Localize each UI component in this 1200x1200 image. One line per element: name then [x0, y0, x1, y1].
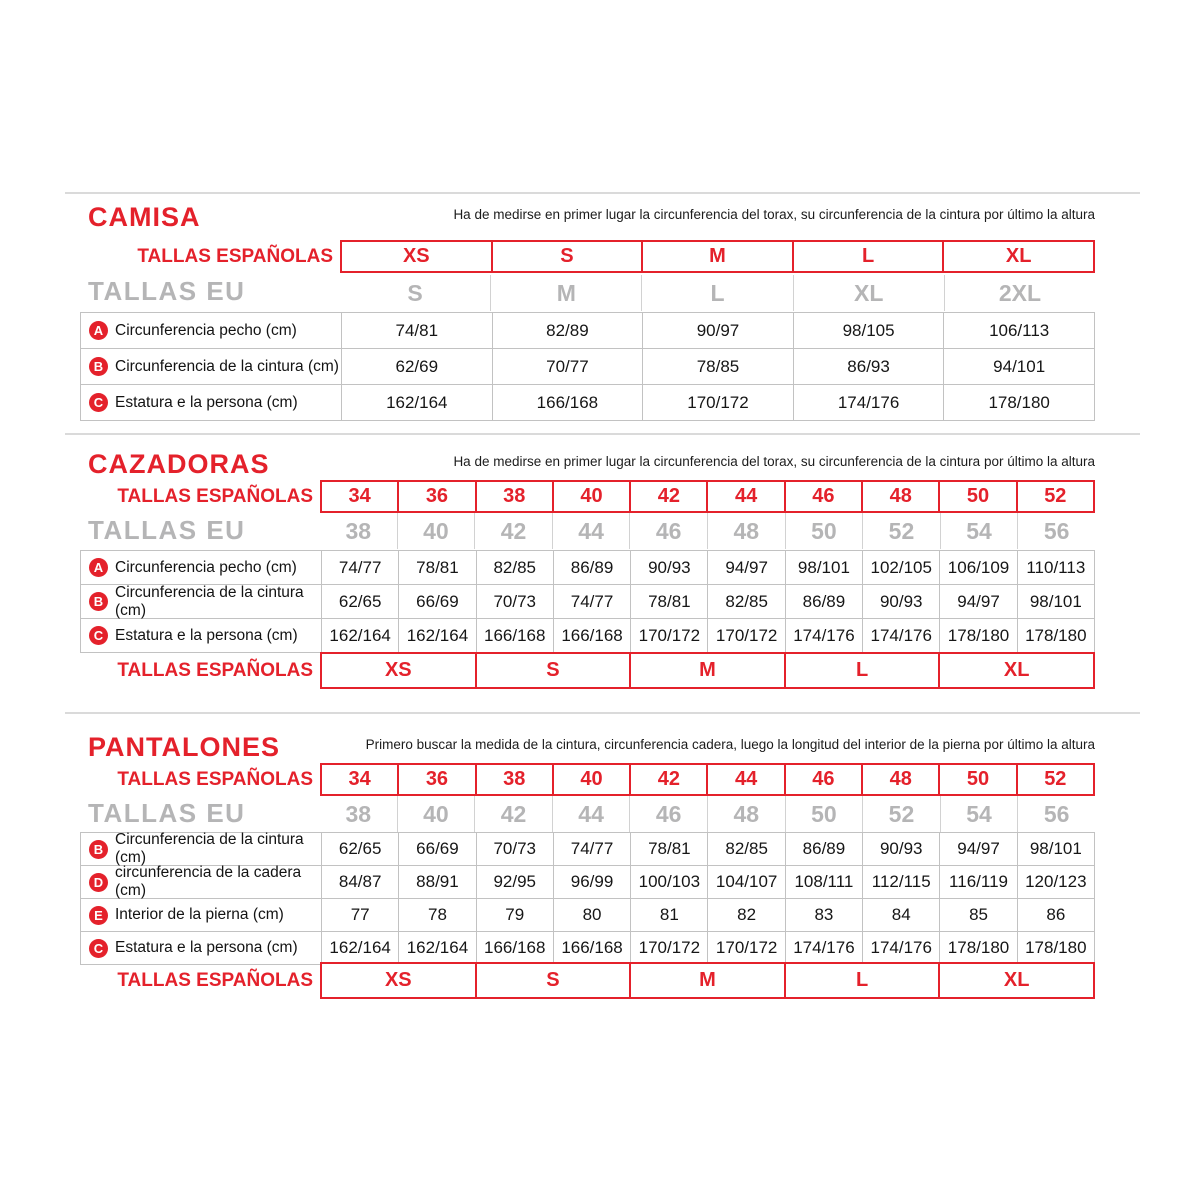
- measurement-cell: 98/101: [1017, 833, 1094, 865]
- grouped-size-cell: L: [784, 964, 939, 997]
- row-badge-icon: B: [89, 357, 108, 376]
- eu-size-cell: 50: [785, 796, 863, 832]
- measurement-cell: 66/69: [398, 833, 475, 865]
- measurement-cell: 79: [476, 899, 553, 931]
- grouped-size-cell: XL: [938, 654, 1093, 687]
- measurement-cell: 86: [1017, 899, 1094, 931]
- measurement-cell: 166/168: [553, 619, 630, 652]
- measurement-cell: 178/180: [939, 932, 1016, 964]
- row-badge-icon: A: [89, 558, 108, 577]
- measurement-cell: 78/81: [630, 585, 707, 618]
- measurement-cell: 162/164: [321, 619, 398, 652]
- tallas-espanolas-label-bottom: TALLAS ESPAÑOLAS: [117, 659, 313, 681]
- row-label: Interior de la pierna (cm): [115, 906, 284, 923]
- table-row: [81, 348, 1094, 384]
- measurement-cell: 86/89: [553, 551, 630, 584]
- grouped-size-cell: XS: [384, 659, 412, 681]
- grouped-size-cell: XL: [938, 964, 1093, 997]
- spanish-size-cell: M: [641, 242, 792, 271]
- row-label: Estatura e la persona (cm): [115, 393, 298, 411]
- table-row: [81, 931, 1094, 964]
- eu-size-cell: 50: [785, 513, 863, 549]
- measurement-cell: 80: [553, 899, 630, 931]
- table-row: [81, 584, 1094, 618]
- measurements-table: [80, 550, 1095, 653]
- eu-size-cell: 56: [1017, 796, 1095, 832]
- measurement-cell: 98/105: [793, 313, 944, 348]
- spanish-size-cell: 40: [552, 482, 629, 511]
- measurement-cell: 104/107: [707, 866, 784, 898]
- eu-size-cell: 54: [940, 513, 1018, 549]
- tallas-eu-label: TALLAS EU: [88, 798, 246, 828]
- tallas-espanolas-label: TALLAS ESPAÑOLAS: [137, 245, 333, 267]
- spanish-size-cell: 48: [861, 482, 938, 511]
- grouped-spanish-sizes-row: [320, 652, 1095, 689]
- spanish-size-cell: 46: [784, 482, 861, 511]
- table-row: [81, 833, 1094, 865]
- row-label-cell: [81, 866, 321, 898]
- row-label-cell: [81, 385, 341, 420]
- measure-instructions: Ha de medirse en primer lugar la circunferencia del torax, su circunferencia de la cintura por último la altura: [453, 454, 1095, 469]
- measurement-cell: 174/176: [793, 385, 944, 420]
- measurement-cell: 170/172: [630, 932, 707, 964]
- measurement-cell: 84: [862, 899, 939, 931]
- measurement-cell: 174/176: [862, 619, 939, 652]
- row-label-cell: [81, 349, 341, 384]
- spanish-size-cell: 50: [938, 765, 1015, 794]
- measurement-cell: 120/123: [1017, 866, 1094, 898]
- grouped-size-cell: S: [475, 654, 630, 687]
- grouped-size-cell: M: [629, 654, 784, 687]
- row-label: Circunferencia pecho (cm): [115, 321, 297, 339]
- section-title: CAZADORAS: [88, 449, 270, 479]
- row-label-cell: [81, 899, 321, 931]
- spanish-size-cell: L: [792, 242, 943, 271]
- measurement-cell: 85: [939, 899, 1016, 931]
- measurement-cell: 116/119: [939, 866, 1016, 898]
- eu-size-cell: 54: [940, 796, 1018, 832]
- measurement-cell: 178/180: [1017, 619, 1094, 652]
- measurements-table: [80, 832, 1095, 965]
- measurement-cell: 82: [707, 899, 784, 931]
- measurement-cell: 86/89: [785, 585, 862, 618]
- section-title: PANTALONES: [88, 732, 280, 762]
- measurements-table: [80, 312, 1095, 421]
- measurement-cell: 106/109: [939, 551, 1016, 584]
- table-row: [81, 551, 1094, 584]
- grouped-size-cell: S: [475, 964, 630, 997]
- eu-size-cell: 46: [629, 796, 707, 832]
- measurement-cell: 90/93: [862, 585, 939, 618]
- row-label-cell: [81, 833, 321, 865]
- section-header: [88, 202, 1095, 233]
- section-header: [88, 449, 1095, 480]
- measurement-cell: 78/85: [642, 349, 793, 384]
- measurement-cell: 162/164: [321, 932, 398, 964]
- eu-size-cell: 38: [345, 800, 372, 827]
- spanish-size-cell: XS: [402, 245, 430, 267]
- measurement-cell: 70/73: [476, 833, 553, 865]
- eu-size-cell: 46: [629, 513, 707, 549]
- eu-size-cell: 44: [552, 513, 630, 549]
- measurement-cell: 170/172: [642, 385, 793, 420]
- measurement-cell: 170/172: [707, 619, 784, 652]
- section-cazadoras: [65, 433, 1140, 712]
- row-badge-icon: C: [89, 393, 108, 412]
- row-label: Circunferencia pecho (cm): [115, 558, 297, 576]
- spanish-size-cell: 36: [397, 482, 474, 511]
- measurement-cell: 170/172: [707, 932, 784, 964]
- measurement-cell: 108/111: [785, 866, 862, 898]
- measurement-cell: 174/176: [785, 619, 862, 652]
- measurement-cell: 166/168: [476, 932, 553, 964]
- row-label-cell: [81, 932, 321, 964]
- eu-sizes-row: [320, 796, 1095, 832]
- measurement-cell: 88/91: [398, 866, 475, 898]
- measurement-cell: 82/85: [476, 551, 553, 584]
- row-badge-icon: B: [89, 592, 108, 611]
- measurement-cell: 82/89: [492, 313, 643, 348]
- measurement-cell: 98/101: [1017, 585, 1094, 618]
- measurement-cell: 70/77: [492, 349, 643, 384]
- eu-size-cell: 52: [862, 796, 940, 832]
- spanish-size-cell: 46: [784, 765, 861, 794]
- measure-instructions: Ha de medirse en primer lugar la circunferencia del torax, su circunferencia de la cintura por último la altura: [453, 207, 1095, 222]
- measurement-cell: 78/81: [630, 833, 707, 865]
- measurement-cell: 82/85: [707, 585, 784, 618]
- measurement-cell: 106/113: [943, 313, 1094, 348]
- measure-instructions: Primero buscar la medida de la cintura, circunferencia cadera, luego la longitud del interior de la pierna por último la altura: [365, 737, 1095, 752]
- eu-size-cell: 40: [397, 513, 475, 549]
- measurement-cell: 166/168: [553, 932, 630, 964]
- row-label-cell: [81, 619, 321, 652]
- measurement-cell: 86/89: [785, 833, 862, 865]
- spanish-size-cell: S: [491, 242, 642, 271]
- tallas-espanolas-label: TALLAS ESPAÑOLAS: [117, 485, 313, 507]
- section-title: CAMISA: [88, 202, 201, 232]
- section-header: [88, 732, 1095, 763]
- table-row: [81, 384, 1094, 420]
- measurement-cell: 162/164: [398, 932, 475, 964]
- grouped-size-cell: M: [629, 964, 784, 997]
- eu-size-cell: M: [490, 275, 641, 311]
- row-label: Estatura e la persona (cm): [115, 939, 298, 956]
- row-label: Estatura e la persona (cm): [115, 626, 298, 644]
- eu-size-cell: XL: [793, 275, 944, 311]
- measurement-cell: 166/168: [492, 385, 643, 420]
- measurement-cell: 96/99: [553, 866, 630, 898]
- measurement-cell: 98/101: [785, 551, 862, 584]
- row-badge-icon: E: [89, 906, 108, 925]
- measurement-cell: 62/65: [321, 585, 398, 618]
- eu-size-cell: 42: [474, 513, 552, 549]
- grouped-spanish-sizes-row: [320, 962, 1095, 999]
- eu-size-cell: 42: [474, 796, 552, 832]
- row-label-cell: [81, 551, 321, 584]
- measurement-cell: 78: [398, 899, 475, 931]
- grouped-size-cell: L: [784, 654, 939, 687]
- spanish-size-cell: 52: [1016, 482, 1093, 511]
- eu-size-cell: S: [407, 279, 423, 306]
- spanish-size-cell: 42: [629, 765, 706, 794]
- measurement-cell: 74/77: [553, 833, 630, 865]
- measurement-cell: 178/180: [939, 619, 1016, 652]
- measurement-cell: 90/93: [630, 551, 707, 584]
- spanish-size-cell: XL: [942, 242, 1093, 271]
- measurement-cell: 178/180: [943, 385, 1094, 420]
- eu-size-cell: 38: [345, 517, 372, 544]
- spanish-size-cell: 50: [938, 482, 1015, 511]
- eu-size-cell: 2XL: [944, 275, 1095, 311]
- measurement-cell: 94/97: [939, 585, 1016, 618]
- eu-sizes-row: [340, 275, 1095, 311]
- measurement-cell: 112/115: [862, 866, 939, 898]
- measurement-cell: 62/65: [321, 833, 398, 865]
- measurement-cell: 170/172: [630, 619, 707, 652]
- measurement-cell: 86/93: [793, 349, 944, 384]
- measurement-cell: 90/93: [862, 833, 939, 865]
- table-row: [81, 898, 1094, 931]
- spanish-size-cell: 36: [397, 765, 474, 794]
- spanish-size-cell: 44: [706, 765, 783, 794]
- table-row: [81, 865, 1094, 898]
- row-badge-icon: B: [89, 840, 108, 859]
- eu-size-cell: 48: [707, 796, 785, 832]
- measurement-cell: 94/97: [939, 833, 1016, 865]
- eu-size-cell: 44: [552, 796, 630, 832]
- measurement-cell: 166/168: [476, 619, 553, 652]
- table-row: [81, 618, 1094, 652]
- spanish-size-cell: 40: [552, 765, 629, 794]
- spanish-sizes-row: [320, 763, 1095, 796]
- measurement-cell: 81: [630, 899, 707, 931]
- row-label: Circunferencia de la cintura (cm): [115, 583, 304, 619]
- table-row: [81, 313, 1094, 348]
- spanish-size-cell: 38: [475, 482, 552, 511]
- measurement-cell: 92/95: [476, 866, 553, 898]
- row-label: circunferencia de la cadera (cm): [115, 864, 302, 899]
- row-badge-icon: D: [89, 873, 108, 892]
- measurement-cell: 82/85: [707, 833, 784, 865]
- measurement-cell: 94/101: [943, 349, 1094, 384]
- tallas-eu-label: TALLAS EU: [88, 276, 246, 306]
- spanish-sizes-row: [340, 240, 1095, 273]
- eu-size-cell: 48: [707, 513, 785, 549]
- tallas-espanolas-label: TALLAS ESPAÑOLAS: [117, 768, 313, 790]
- measurement-cell: 102/105: [862, 551, 939, 584]
- measurement-cell: 110/113: [1017, 551, 1094, 584]
- section-camisa: [65, 192, 1140, 433]
- measurement-cell: 78/81: [398, 551, 475, 584]
- measurement-cell: 178/180: [1017, 932, 1094, 964]
- measurement-cell: 70/73: [476, 585, 553, 618]
- measurement-cell: 84/87: [321, 866, 398, 898]
- eu-sizes-row: [320, 513, 1095, 549]
- eu-size-cell: 56: [1017, 513, 1095, 549]
- measurement-cell: 174/176: [785, 932, 862, 964]
- spanish-size-cell: 52: [1016, 765, 1093, 794]
- spanish-sizes-row: [320, 480, 1095, 513]
- row-badge-icon: C: [89, 626, 108, 645]
- row-badge-icon: A: [89, 321, 108, 340]
- measurement-cell: 74/81: [341, 313, 492, 348]
- spanish-size-cell: 42: [629, 482, 706, 511]
- row-label: Circunferencia de la cintura (cm): [115, 357, 339, 375]
- measurement-cell: 74/77: [553, 585, 630, 618]
- spanish-size-cell: 38: [475, 765, 552, 794]
- eu-size-cell: 40: [397, 796, 475, 832]
- spanish-size-cell: 34: [348, 768, 371, 790]
- spanish-size-cell: 48: [861, 765, 938, 794]
- measurement-cell: 66/69: [398, 585, 475, 618]
- section-pantalones: [65, 712, 1140, 1002]
- measurement-cell: 90/97: [642, 313, 793, 348]
- measurement-cell: 62/69: [341, 349, 492, 384]
- tallas-espanolas-label-bottom: TALLAS ESPAÑOLAS: [117, 969, 313, 991]
- measurement-cell: 162/164: [341, 385, 492, 420]
- row-label: Circunferencia de la cintura (cm): [115, 831, 304, 866]
- measurement-cell: 100/103: [630, 866, 707, 898]
- measurement-cell: 162/164: [398, 619, 475, 652]
- row-label-cell: [81, 313, 341, 348]
- measurement-cell: 174/176: [862, 932, 939, 964]
- measurement-cell: 94/97: [707, 551, 784, 584]
- row-label-cell: [81, 585, 321, 618]
- measurement-cell: 74/77: [321, 551, 398, 584]
- eu-size-cell: 52: [862, 513, 940, 549]
- eu-size-cell: L: [641, 275, 792, 311]
- spanish-size-cell: 44: [706, 482, 783, 511]
- measurement-cell: 83: [785, 899, 862, 931]
- grouped-size-cell: XS: [384, 969, 412, 991]
- tallas-eu-label: TALLAS EU: [88, 515, 246, 545]
- measurement-cell: 77: [321, 899, 398, 931]
- spanish-size-cell: 34: [348, 485, 371, 507]
- row-badge-icon: C: [89, 939, 108, 958]
